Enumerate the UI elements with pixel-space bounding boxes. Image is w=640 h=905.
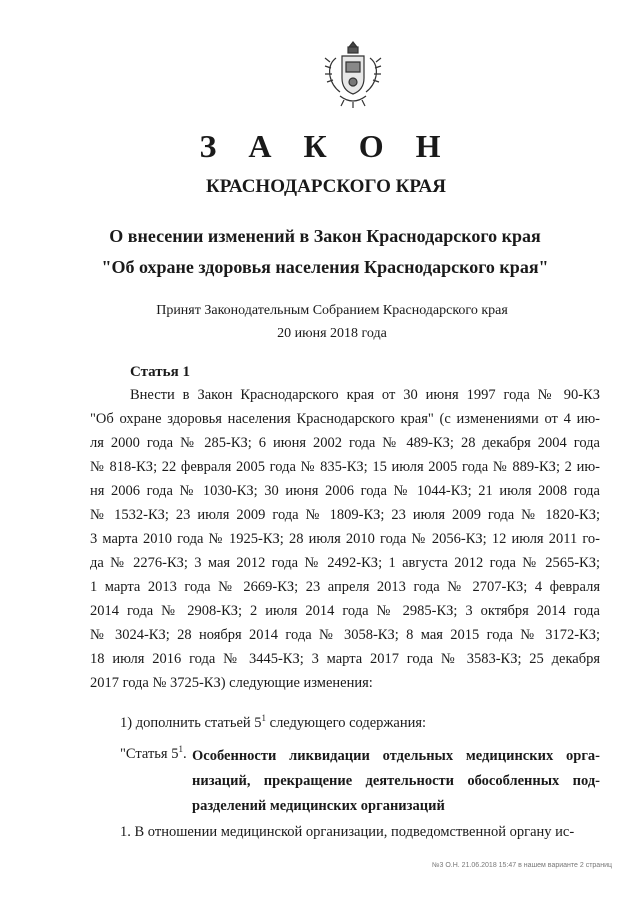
article-body-line: да № 2276-КЗ; 3 мая 2012 года № 2492-КЗ; 1 августа 2012 года № 2565-КЗ; [90, 555, 600, 571]
document-type-title: З А К О Н [199, 128, 453, 164]
article-body-line: ля 2000 года № 285-КЗ; 6 июня 2002 года № 489-КЗ; 28 декабря 2004 года [90, 435, 600, 451]
adoption-date: 20 июня 2018 года [277, 326, 387, 341]
article-point-1: 1. В отношении медицинской организации, подведомственной органу ис- [120, 824, 575, 840]
page-footer-note: №3 О.Н. 21.06.2018 15:47 в нашем варианте 2 страниц [432, 862, 612, 869]
article-body-line: № 1532-КЗ; 23 июля 2009 года № 1809-КЗ; 23 июля 2009 года № 1820-КЗ; [90, 507, 600, 523]
new-article-title-line: Особенности ликвидации отдельных медицинских орга- [192, 748, 600, 764]
new-article-title-line: низаций, прекращение деятельности обособленных под- [192, 773, 600, 789]
article-body-line: ня 2006 года № 1030-КЗ; 30 июня 2006 года № 1044-КЗ; 21 июля 2008 года [90, 483, 600, 499]
coat-of-arms-icon [322, 38, 384, 110]
article-body-line: 2017 года № 3725-КЗ) следующие изменения: [90, 675, 373, 691]
region-subtitle: КРАСНОДАРСКОГО КРАЯ [205, 176, 447, 197]
law-heading-line-2: "Об охране здоровья населения Краснодарского края" [101, 257, 549, 277]
article-body-line: № 3024-КЗ; 28 ноября 2014 года № 3058-КЗ; 8 мая 2015 года № 3172-КЗ; [90, 627, 600, 643]
article-body-line: "Об охране здоровья населения Краснодарского края" (с изменениями от 4 ию- [90, 411, 600, 427]
law-heading-line-1: О внесении изменений в Закон Краснодарского края [109, 226, 541, 246]
article-body-line: 2014 года № 2908-КЗ; 2 июля 2014 года № 2985-КЗ; 3 октября 2014 года [90, 603, 600, 619]
new-article-label: "Статья $5^1$. [120, 744, 187, 762]
amendment-item-1: 1) дополнить статьей $5^1$ следующего содержания: [120, 713, 427, 731]
article-body-line: Внести в Закон Краснодарского края от 30 июня 1997 года № 90-КЗ [130, 387, 600, 403]
article-body-line: 18 июля 2016 года № 3445-КЗ; 3 марта 2017 года № 3583-КЗ; 25 декабря [90, 651, 600, 667]
new-article-title-line: разделений медицинских организаций [192, 798, 445, 814]
article-body-line: 3 марта 2010 года № 1925-КЗ; 28 июля 2010 года № 2056-КЗ; 12 июля 2011 го- [90, 531, 600, 547]
article-label: Статья 1 [130, 364, 190, 380]
article-body-line: 1 марта 2013 года № 2669-КЗ; 23 апреля 2013 года № 2707-КЗ; 4 февраля [90, 579, 600, 595]
article-body-line: № 818-КЗ; 22 февраля 2005 года № 835-КЗ; 15 июля 2005 года № 889-КЗ; 2 ию- [90, 459, 600, 475]
new-article-title [192, 744, 600, 819]
adoption-line-1: Принят Законодательным Собранием Краснодарского края [156, 303, 508, 318]
